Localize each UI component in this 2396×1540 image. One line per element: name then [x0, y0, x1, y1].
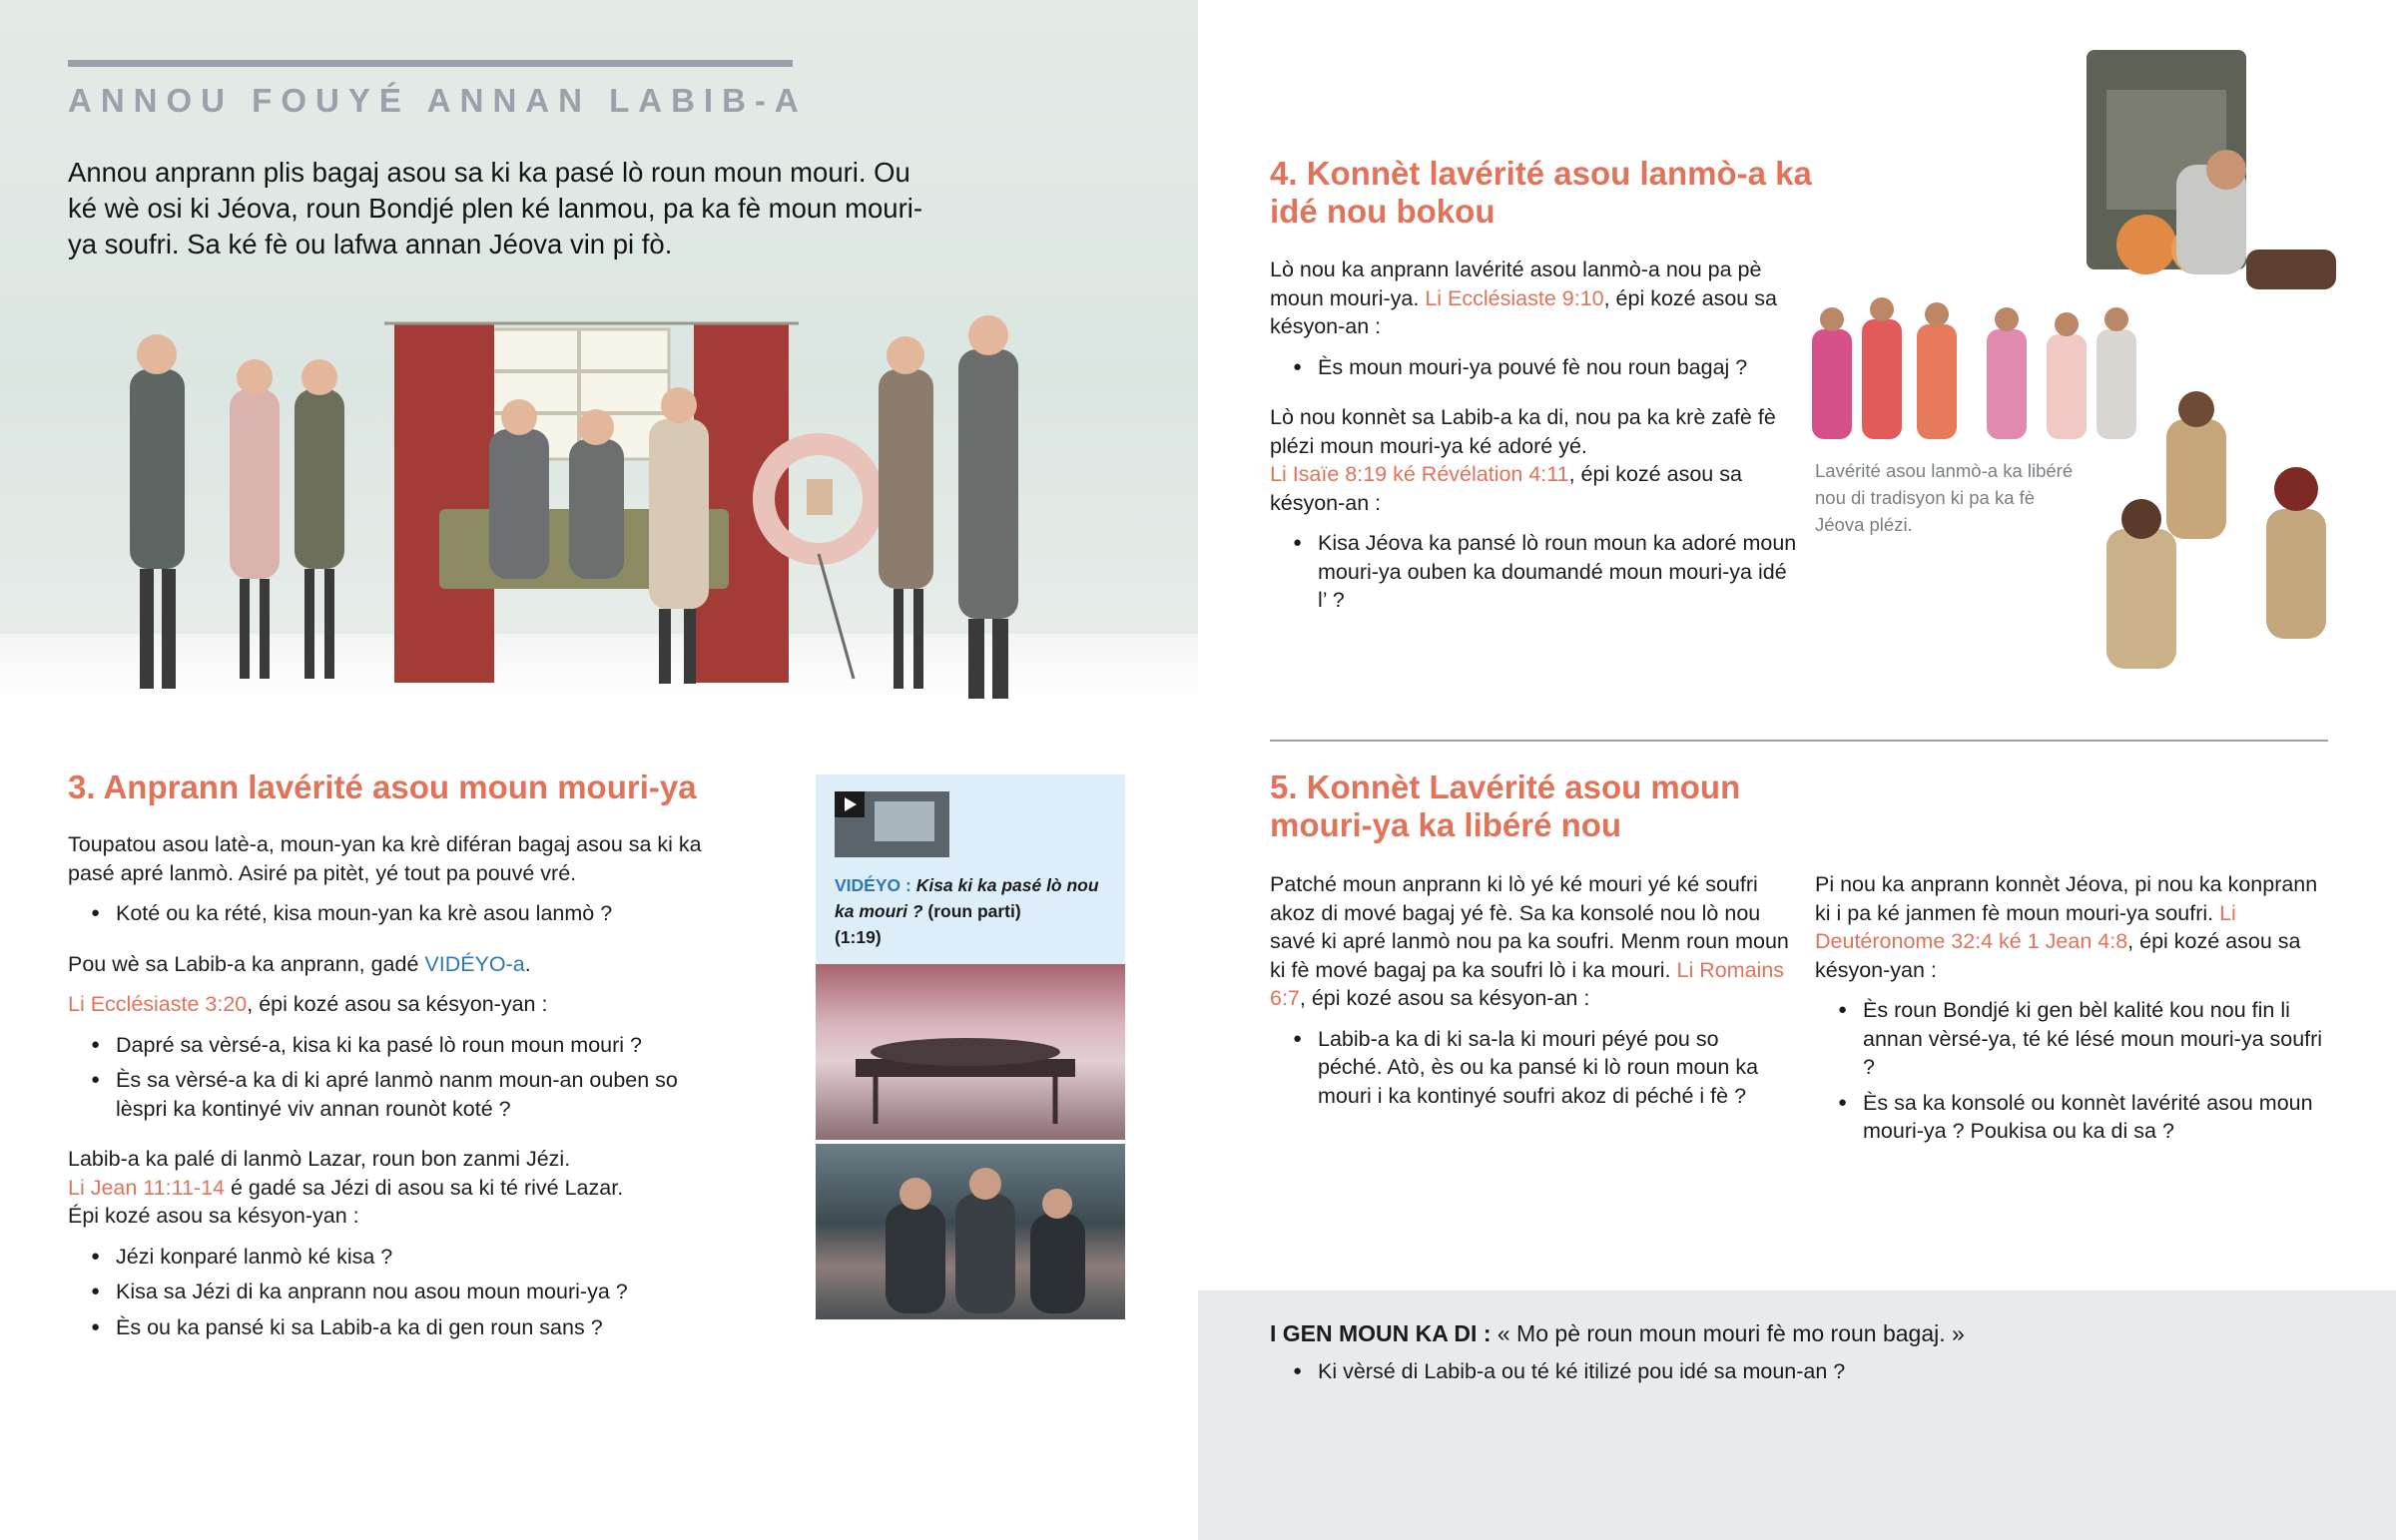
some-people-say-quote: « Mo pè roun moun mouri fè mo roun bagaj. » [1491, 1320, 1965, 1346]
paragraph-end: , épi kozé asou sa késyon-yan : [1815, 929, 2301, 982]
section-4-heading [1270, 155, 1829, 231]
section-3-paragraph-1: Toupatou asou latè-a, moun-yan ka krè diféran bagaj asou sa ki ka pasé apré lanmò. Asiré pa pitèt, yé tout pa pouvé vré. [68, 832, 702, 885]
section-3-paragraph-2 [68, 950, 727, 979]
section-kicker: ANNOU FOUYÉ ANNAN LABIB-A [68, 82, 808, 119]
paragraph-text: Lò nou ka anprann lavérité asou lanmò-a nou pa pè moun mouri-ya. [1270, 257, 1762, 310]
question-item: ● Jézi konparé lanmò ké kisa ? [68, 1243, 727, 1272]
scripture-reference-link[interactable]: Li Romains 6:7 [1270, 957, 1785, 1010]
hospital-bed-photo [816, 964, 1125, 1140]
section-3 [68, 769, 727, 1348]
video-caption [835, 872, 1114, 950]
scripture-reference-link[interactable]: Li Isaïe 8:19 ké Révélation 4:11 [1270, 462, 1569, 486]
section-5-paragraph-2 [1815, 870, 2334, 984]
paragraph-end: , épi kozé asou sa késyon-an : [1270, 462, 1742, 515]
question-list [68, 1031, 727, 1124]
video-link[interactable]: VIDÉYO-a [424, 951, 525, 976]
video-duration: (1:19) [835, 927, 882, 947]
section-5-column-right [1815, 870, 2334, 1153]
video-title[interactable]: Kisa ki ka pasé lò nou ka mouri ? [835, 875, 1099, 921]
question-item: ● Ki vèrsé di Labib-a ou té ké itilizé pou idé sa moun-an ? [1270, 1357, 2328, 1386]
scripture-reference-link[interactable]: Li Ecclésiaste 3:20 [68, 992, 248, 1016]
traditions-illustration [1797, 30, 2396, 689]
question-item: ● Dapré sa vèrsé-a, kisa ki ka pasé lò roun moun mouri ? [68, 1031, 727, 1060]
intro-paragraph: Annou anprann plis bagaj asou sa ki ka pasé lò roun moun mouri. Ou ké wè osi ki Jéova, roun Bondjé plen ké lanmou, pa ka fè moun mouri-ya soufri. Sa ké fè ou lafwa annan Jéova vin pi fò. [68, 157, 923, 259]
grieving-people-photo [816, 1144, 1125, 1319]
header-rule [68, 60, 793, 67]
video-thumbnail[interactable] [835, 791, 949, 857]
scripture-reference-link[interactable]: Li Deutéronome 32:4 ké 1 Jean 4:8 [1815, 900, 2236, 953]
section-5-heading [1270, 769, 1809, 844]
question-list [1270, 353, 1799, 382]
section-5-title: 5. Konnèt Lavérité asou moun mouri-ya ka libéré nou [1270, 769, 1741, 843]
funeral-illustration [120, 309, 1068, 709]
question-item: ● Ès sa ka konsolé ou konnèt lavérité asou moun mouri-ya ? Poukisa ou ka di sa ? [1815, 1089, 2334, 1146]
video-label: VIDÉYO : [835, 875, 911, 895]
section-4-paragraph-1 [1270, 256, 1799, 341]
play-icon[interactable] [835, 791, 949, 857]
scripture-reference-link[interactable]: Li Ecclésiaste 9:10 [1425, 285, 1604, 310]
section-divider [1270, 740, 2328, 742]
paragraph-text: Labib-a ka palé di lanmò Lazar, roun bon zanmi Jézi. [68, 1147, 571, 1171]
question-list [68, 1243, 727, 1342]
paragraph-text: Pi nou ka anprann konnèt Jéova, pi nou ka konprann ki i pa ké janmen fè moun mouri-ya soufri. [1815, 872, 2318, 925]
paragraph-text: Épi kozé asou sa késyon-yan : [68, 1204, 359, 1228]
question-item: ● Ès sa vèrsé-a ka di ki apré lanmò nanm moun-an ouben so lèspri ka kontinyé viv annan rounòt koté ? [68, 1066, 727, 1123]
section-4-body [1270, 256, 1799, 622]
section-3-paragraph-3 [68, 990, 727, 1019]
some-people-say [1270, 1317, 2328, 1393]
scripture-reference-link[interactable]: Li Jean 11:11-14 [68, 1175, 225, 1200]
section-4-title: 4. Konnèt lavérité asou lanmò-a ka idé nou bokou [1270, 155, 1812, 230]
question-item: ● Kisa sa Jézi di ka anprann nou asou moun mouri-ya ? [68, 1278, 727, 1306]
paragraph-end: . [524, 951, 531, 976]
question-list [1270, 1357, 2328, 1386]
question-list [68, 899, 727, 928]
section-3-paragraph-4 [68, 1145, 727, 1231]
paragraph-end: , épi kozé asou sa késyon-an : [1299, 986, 1590, 1010]
question-list [1270, 1025, 1789, 1111]
paragraph-end: , épi kozé asou sa késyon-an : [1270, 285, 1777, 338]
section-3-title: 3. Anprann lavérité asou moun mouri-ya [68, 769, 697, 805]
question-list [1815, 996, 2334, 1146]
section-5-paragraph-1 [1270, 870, 1789, 1013]
question-item: ● Kisa Jéova ka pansé lò roun moun ka adoré moun mouri-ya ouben ka doumandé moun mouri-ya idé l’ ? [1270, 529, 1799, 615]
image-caption: Lavérité asou lanmò-a ka libéré nou di tradisyon ki pa ka fè Jéova plézi. [1815, 460, 2074, 535]
paragraph-text: é gadé sa Jézi di asou sa ki té rivé Lazar. [225, 1175, 624, 1200]
question-item: ● Koté ou ka rété, kisa moun-yan ka krè asou lanmò ? [68, 899, 727, 928]
question-item: ● Labib-a ka di ki sa-la ki mouri péyé pou so péché. Atò, ès ou ka pansé ki lò roun moun ka mouri i ka kontinyé soufri akoz di péché i fè ? [1270, 1025, 1789, 1111]
section-4-paragraph-2 [1270, 403, 1799, 517]
question-list [1270, 529, 1799, 615]
paragraph-text: Lò nou konnèt sa Labib-a ka di, nou pa ka krè zafè fè plézi moun mouri-ya ké adoré yé. [1270, 405, 1776, 458]
section-5-column-left [1270, 870, 1789, 1117]
paragraph-text: Patché moun anprann ki lò yé ké mouri yé ké soufri akoz di mové bagaj yé fè. Sa ka konsolé nou lò nou savé ki apré lanmò nou pa ka soufri. Menm roun moun ki fè mové bagaj pa ka soufri lò i ka mouri. [1270, 872, 1789, 982]
question-item: ● Ès roun Bondjé ki gen bèl kalité kou nou fin li annan vèrsé-ya, té ké lésé moun mouri-ya soufri ? [1815, 996, 2334, 1082]
question-item: ● Ès ou ka pansé ki sa Labib-a ka di gen roun sans ? [68, 1313, 727, 1342]
question-item: ● Ès moun mouri-ya pouvé fè nou roun bagaj ? [1270, 353, 1799, 382]
video-extra: (roun parti) [927, 901, 1021, 921]
paragraph-text: , épi kozé asou sa késyon-yan : [247, 992, 548, 1016]
some-people-say-label: I GEN MOUN KA DI : [1270, 1320, 1492, 1346]
paragraph-text: Pou wè sa Labib-a ka anprann, gadé [68, 951, 425, 976]
